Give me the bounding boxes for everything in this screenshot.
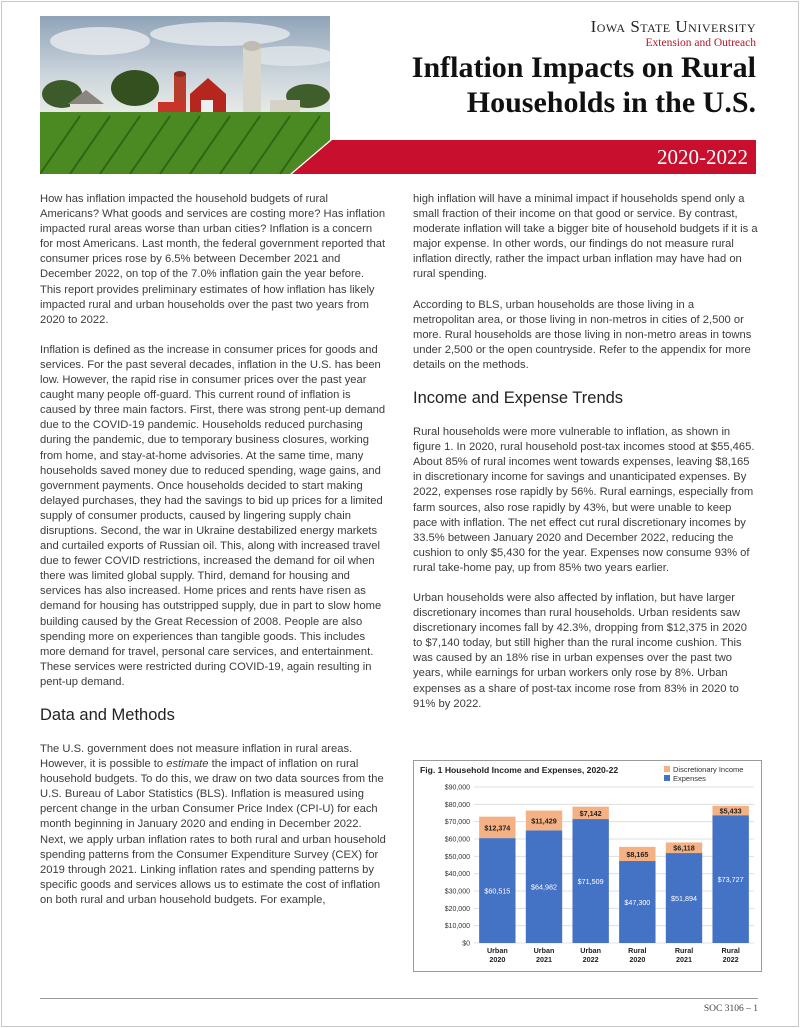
title-line-2: Households in the U.S. (466, 86, 756, 119)
methods-continued-paragraph: high inflation will have a minimal impact if households spend only a small fraction of their income on that good or service. By contrast, moderate inflation will take a bigger bite of household budgets if it is a major expense. In other words, our findings do not measure rural inflation directly, rather the impact urban inflation may have had on rural spending. (413, 193, 758, 281)
page-number: SOC 3106 – 1 (703, 1004, 758, 1014)
right-column (413, 192, 758, 727)
y-tick-label: $10,000 (444, 923, 470, 931)
intro-paragraph: How has inflation impacted the household budgets of rural Americans? What goods and services are costing more? Has inflation impacted rural areas worse than urban cities? Inflation is a concern for most Americans. Last month, the federal government reported that consumer prices rose by 6.5% between December 2021 and December 2022, on top of the 7.0% inflation gain the year before. This report provides preliminary estimates of how inflation has likely impacted rural and urban households over the past two years from 2020 to 2022. (40, 193, 386, 326)
x-tick-label: 2022 (722, 955, 739, 964)
y-tick-label: $80,000 (444, 801, 470, 809)
data-label-expenses: $47,300 (624, 898, 651, 908)
data-label-expenses: $71,509 (577, 877, 604, 887)
income-expense-chart (413, 760, 762, 972)
chart-title: Fig. 1 Household Income and Expenses, 2020-22 (420, 765, 619, 775)
x-tick-label: Urban (580, 946, 602, 955)
inflation-definition-paragraph: Inflation is defined as the increase in consumer prices for goods and services. For the past several decades, inflation in the U.S. has been low. However, the rapid rise in consumer prices over the past year caught many people off-guard. This current round of inflation is caused by three main factors. First, there was strong pent-up demand due to the COVID-19 pandemic. Households reduced purchasing during the pandemic, due to temporary business closures, working from home, and stay-at-home advisories. At the same time, many households saved money due to reduced spending, wage gains, and government payments. Once households decided to start making delayed purchases, they had the savings to bid up prices for a limited supply of consumer products, caused by lingering supply chain disruptions. Second, the war in Ukraine destabilized energy markets and curtailed exports of Russian oil. This, along with increased travel due to fewer COVID restrictions, increased the demand for oil when there was limited global supply. Third, demand for housing and services has also increased. Home prices and rents have risen as demand for housing has outstripped supply, due in part to slow home building caused by the Great Recession of 2008. People are also spending more on experiences than tangible goods. This includes more demand for travel, personal care services, and entertainment. These services were restricted during COVID-19, again resulting in pent-up demand. (40, 343, 386, 688)
x-tick-label: 2022 (582, 955, 599, 964)
x-tick-label: Urban (533, 946, 555, 955)
x-tick-label: 2020 (629, 955, 646, 964)
methods-paragraph: The U.S. government does not measure inflation in rural areas. However, it is possible to estimate the impact of inflation on rural household budgets. To do this, we draw on two data sources from the U.S. Bureau of Labor Statistics (BLS). Inflation is measured using percent change in the urban Consumer Price Index (CPI-U) for each month beginning in January 2020 and ending in December 2022. Next, we apply urban inflation rates to both rural and urban household spending patterns from the Consumer Expenditure Survey (CEX) for 2019 through 2021. Linking inflation rates and spending patterns by specific goods and services allows us to estimate the cost of inflation on both rural and urban household budgets. For example, (40, 743, 386, 906)
data-label-expenses: $60,515 (484, 886, 511, 896)
x-tick-label: Rural (721, 946, 740, 955)
data-label-expenses: $64,982 (531, 882, 557, 892)
chart-canvas (414, 761, 761, 971)
x-tick-label: 2021 (676, 955, 692, 964)
y-tick-label: $90,000 (444, 784, 470, 792)
red-title-band (40, 140, 756, 174)
section-heading-income-expense: Income and Expense Trends (413, 389, 624, 408)
isu-logo (590, 18, 756, 49)
x-tick-label: Urban (486, 946, 508, 955)
y-tick-label: $40,000 (444, 871, 470, 879)
data-label-discretionary-income: $8,165 (626, 849, 649, 859)
data-label-discretionary-income: $12,374 (484, 823, 511, 833)
y-tick-label: $30,000 (444, 888, 470, 896)
extension-name: Extension and Outreach (645, 37, 756, 49)
y-tick-label: $60,000 (444, 836, 470, 844)
left-column (40, 192, 387, 923)
page-title (316, 50, 756, 120)
x-tick-label: 2020 (489, 955, 506, 964)
y-tick-label: $0 (462, 940, 470, 948)
legend-label-expenses: Expenses (673, 774, 706, 783)
university-name: Iowa State University (590, 17, 756, 36)
data-label-expenses: $51,894 (671, 894, 697, 904)
title-line-1: Inflation Impacts on Rural (411, 51, 756, 84)
bls-definition-paragraph: According to BLS, urban households are those living in a metropolitan area, or those living in non-metros in cities of 2,500 or more. Rural households are those living in non-metro areas in towns under 2,500 or the open countryside. Refer to the appendix for more details on the methods. (413, 298, 752, 371)
section-heading-data-methods: Data and Methods (40, 706, 175, 724)
y-tick-label: $50,000 (444, 853, 470, 861)
x-tick-label: 2021 (536, 955, 552, 964)
x-tick-label: Rural (674, 946, 694, 955)
data-label-discretionary-income: $7,142 (579, 808, 602, 818)
legend-swatch-expenses (664, 775, 670, 781)
data-label-expenses: $73,727 (717, 875, 744, 885)
data-label-discretionary-income: $5,433 (719, 806, 742, 816)
legend-label-discretionary-income: Discretionary Income (673, 765, 744, 774)
data-label-discretionary-income: $11,429 (531, 816, 557, 826)
data-label-discretionary-income: $6,118 (673, 843, 695, 853)
legend-swatch-discretionary-income (664, 766, 670, 772)
rural-trends-paragraph: Rural households were more vulnerable to inflation, as shown in figure 1. In 2020, rural household post-tax incomes stood at $55,465. About 85% of rural incomes went towards expenses, leaving $8,165 in discretionary income for savings and unanticipated expenses. By 2022, expenses rose rapidly by 56%. Rural earnings, especially from farm sources, also rose rapidly by 43%, but were unable to keep pace with inflation. The net effect cut rural discretionary incomes by 33.5% between January 2020 and December 2022, reducing the cushion to only $5,430 for the year. Expenses now consume 93% of rural take-home pay, up from 85% two years earlier. (413, 426, 755, 574)
x-tick-label: Rural (628, 946, 647, 955)
y-tick-label: $70,000 (444, 819, 470, 827)
year-range: 2020-2022 (657, 145, 748, 169)
footer-rule (40, 998, 758, 999)
urban-trends-paragraph: Urban households were also affected by inflation, but have larger discretionary incomes than rural households. Urban residents saw discretionary incomes fall by 42.3%, dropping from $12,375 in 2020 to $7,140 today, but still higher than the rural income cushion. This was caused by an 18% rise in urban expenses over the past two years, while earnings for urban workers only rose by 8%. Urban expenses as a share of post-tax income rose from 83% in 2020 to 91% by 2022. (413, 591, 747, 710)
y-tick-label: $20,000 (444, 905, 470, 913)
